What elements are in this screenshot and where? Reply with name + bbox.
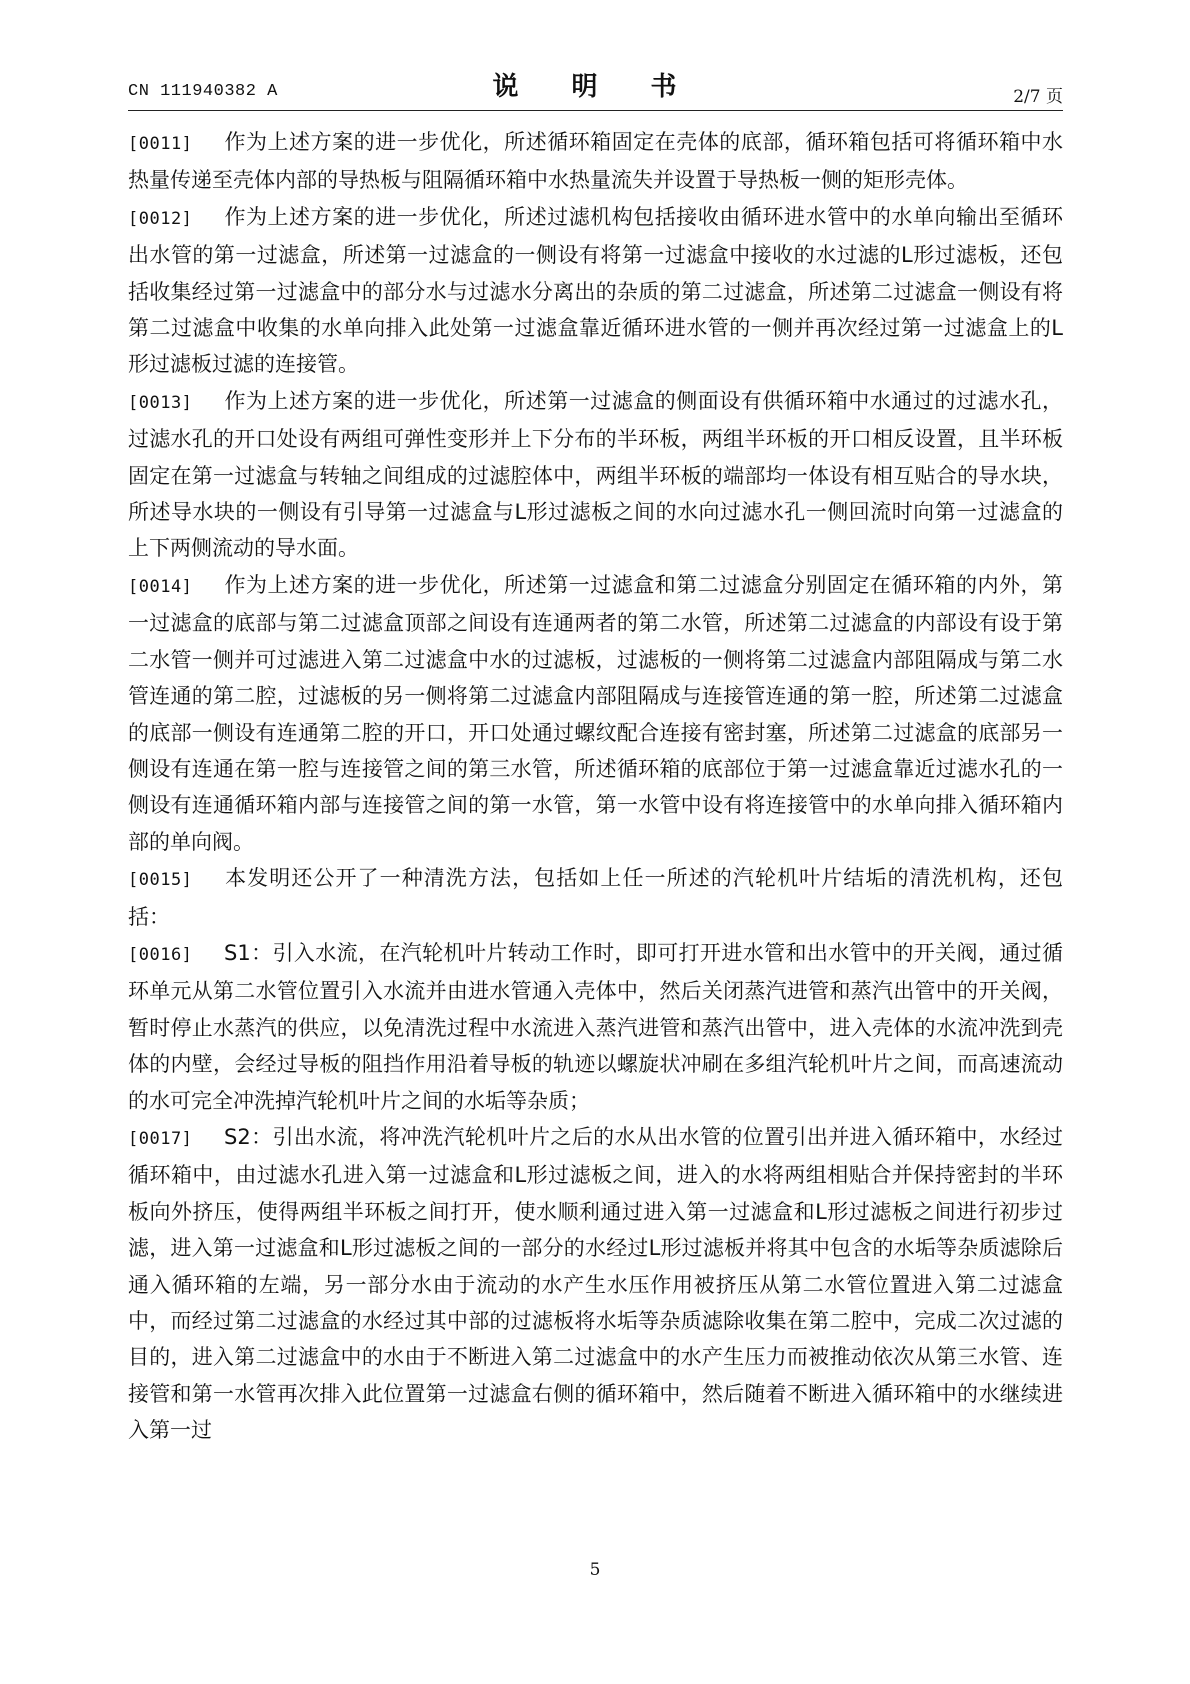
paragraph-text: S1：引入水流，在汽轮机叶片转动工作时，即可打开进水管和出水管中的开关阀，通过循环单元从第二水管位置引入水流并由进水管通入壳体中，然后关闭蒸汽进管和蒸汽出管中的开关阀，暂时停止水蒸汽的供应，以免清洗过程中水流进入蒸汽进管和蒸汽出管中，进入壳体的水流冲洗到壳体的内壁，会经过导板的阻挡作用沿着导板的轨迹以螺旋状冲刷在多组汽轮机叶片之间，而高速流动的水可完全冲洗掉汽轮机叶片之间的水垢等杂质； <box>128 940 1063 1113</box>
paragraph-0014 <box>128 567 1063 860</box>
paragraph-0013 <box>128 383 1063 567</box>
page-header <box>128 66 1063 110</box>
document-number: CN 111940382 A <box>128 82 278 101</box>
paragraph-0011 <box>128 124 1063 199</box>
paragraph-0017 <box>128 1119 1063 1449</box>
paragraph-number: [0012] <box>128 208 193 229</box>
paragraph-number: [0013] <box>128 392 193 413</box>
paragraph-text: 作为上述方案的进一步优化，所述第一过滤盒和第二过滤盒分别固定在循环箱的内外，第一过滤盒的底部与第二过滤盒顶部之间设有连通两者的第二水管，所述第二过滤盒的内部设有设于第二水管一侧并可过滤进入第二过滤盒中水的过滤板，过滤板的一侧将第二过滤盒内部阻隔成与第二水管连通的第二腔，过滤板的另一侧将第二过滤盒内部阻隔成与连接管连通的第一腔，所述第二过滤盒的底部一侧设有连通第二腔的开口，开口处通过螺纹配合连接有密封塞，所述第二过滤盒的底部另一侧设有连通在第一腔与连接管之间的第三水管，所述循环箱的底部位于第一过滤盒靠近过滤水孔的一侧设有连通循环箱内部与连接管之间的第一水管，第一水管中设有将连接管中的水单向排入循环箱内部的单向阀。 <box>128 572 1063 854</box>
paragraph-text: 作为上述方案的进一步优化，所述循环箱固定在壳体的底部，循环箱包括可将循环箱中水热量传递至壳体内部的导热板与阻隔循环箱中水热量流失并设置于导热板一侧的矩形壳体。 <box>128 130 1063 193</box>
paragraph-0016 <box>128 935 1063 1119</box>
page-number: 5 <box>589 1560 601 1580</box>
paragraph-number: [0011] <box>128 134 193 154</box>
paragraph-0015 <box>128 860 1063 935</box>
paragraph-0012 <box>128 199 1063 383</box>
paragraph-text: S2：引出水流，将冲洗汽轮机叶片之后的水从出水管的位置引出并进入循环箱中，水经过循环箱中，由过滤水孔进入第一过滤盒和L形过滤板之间，进入的水将两组相贴合并保持密封的半环板向外挤压，使得两组半环板之间打开，使水顺利通过进入第一过滤盒和L形过滤板之间进行初步过滤，进入第一过滤盒和L形过滤板之间的一部分的水经过L形过滤板并将其中包含的水垢等杂质滤除后通入循环箱的左端，另一部分水由于流动的水产生水压作用被挤压从第二水管位置进入第二过滤盒中，而经过第二过滤盒的水经过其中部的过滤板将水垢等杂质滤除收集在第二腔中，完成二次过滤的目的，进入第二过滤盒中的水由于不断进入第二过滤盒中的水产生压力而被推动依次从第三水管、连接管和第一水管再次排入此位置第一过滤盒右侧的循环箱中，然后随着不断进入循环箱中的水继续进入第一过 <box>128 1124 1063 1443</box>
paragraph-text: 作为上述方案的进一步优化，所述第一过滤盒的侧面设有供循环箱中水通过的过滤水孔，过滤水孔的开口处设有两组可弹性变形并上下分布的半环板，两组半环板的开口相反设置，且半环板固定在第一过滤盒与转轴之间组成的过滤腔体中，两组半环板的端部均一体设有相互贴合的导水块，所述导水块的一侧设有引导第一过滤盒与L形过滤板之间的水向过滤水孔一侧回流时向第一过滤盒的上下两侧流动的导水面。 <box>128 388 1063 561</box>
paragraph-number: [0014] <box>128 576 193 597</box>
paragraph-number: [0016] <box>128 944 193 965</box>
paragraph-number: [0017] <box>128 1128 193 1149</box>
paragraph-number: [0015] <box>128 870 193 891</box>
paragraph-text: 本发明还公开了一种清洗方法，包括如上任一所述的汽轮机叶片结垢的清洗机构，还包括： <box>128 866 1063 929</box>
document-title: 说 明 书 <box>492 72 699 102</box>
document-body <box>128 124 1063 1449</box>
paragraph-text: 作为上述方案的进一步优化，所述过滤机构包括接收由循环进水管中的水单向输出至循环出水管的第一过滤盒，所述第一过滤盒的一侧设有将第一过滤盒中接收的水过滤的L形过滤板，还包括收集经过第一过滤盒中的部分水与过滤水分离出的杂质的第二过滤盒，所述第二过滤盒一侧设有将第二过滤盒中收集的水单向排入此处第一过滤盒靠近循环进水管的一侧并再次经过第一过滤盒上的L形过滤板过滤的连接管。 <box>128 204 1063 377</box>
header-divider <box>128 110 1063 111</box>
page-count: 2/7 页 <box>1013 87 1063 107</box>
